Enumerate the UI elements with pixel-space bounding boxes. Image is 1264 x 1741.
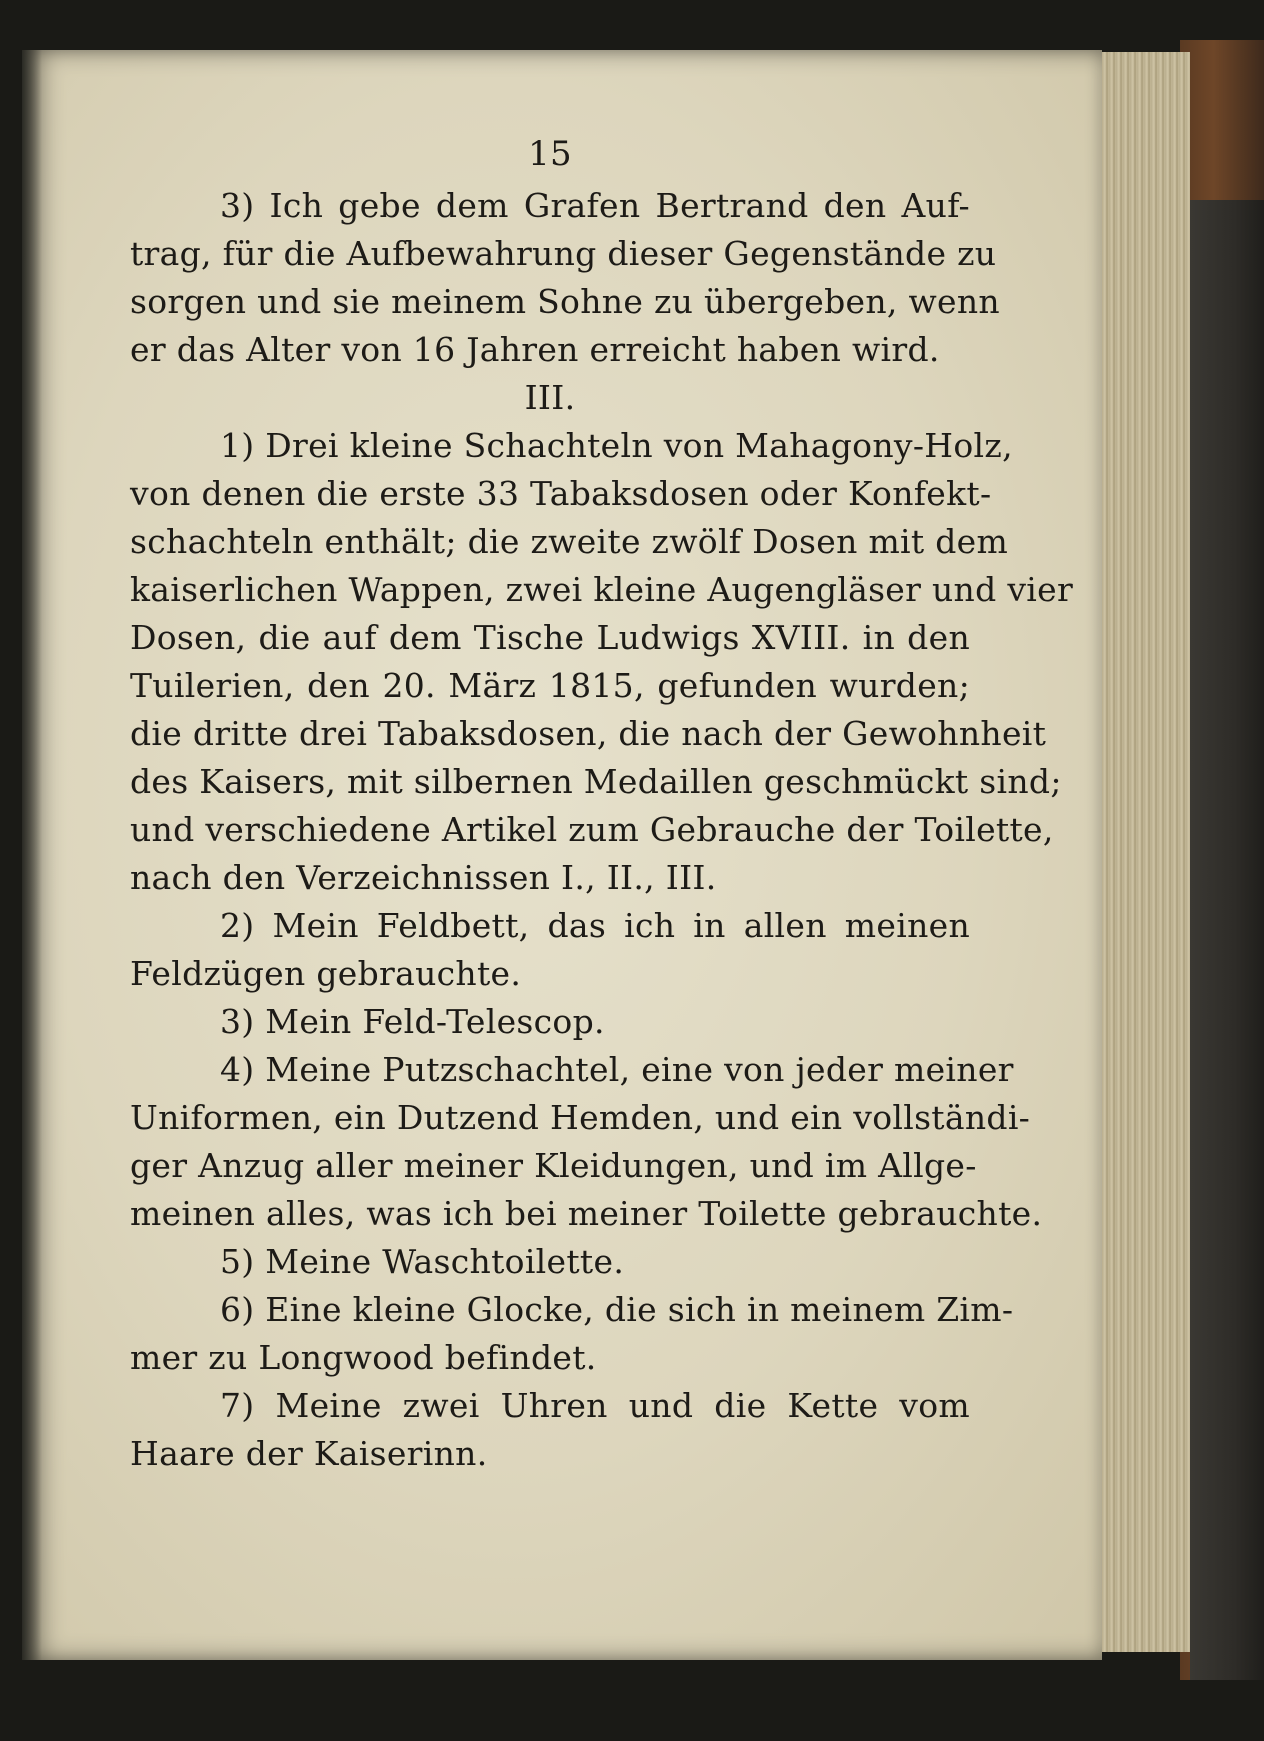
- text-line: nach den Verzeichnissen I., II., III.: [130, 858, 717, 897]
- text-line: Uniformen, ein Dutzend Hemden, und ein vollständi-: [130, 1098, 1031, 1137]
- text-line: Dosen, die auf dem Tische Ludwigs XVIII. in den: [130, 618, 970, 657]
- text-line: 3) Ich gebe dem Grafen Bertrand den Auf-: [220, 186, 970, 225]
- text-line: die dritte drei Tabaksdosen, die nach der Gewohnheit: [130, 714, 1047, 753]
- text-line: kaiserlichen Wappen, zwei kleine Augengläser und vier: [130, 570, 1074, 609]
- page-text: [130, 130, 1074, 1478]
- text-line: trag, für die Aufbewahrung dieser Gegenstände zu: [130, 234, 997, 273]
- text-line: meinen alles, was ich bei meiner Toilette gebrauchte.: [130, 1194, 1043, 1233]
- text-line: 3) Mein Feld-Telescop.: [220, 1002, 605, 1041]
- text-line: 2) Mein Feldbett, das ich in allen meinen: [220, 906, 970, 945]
- text-line: schachteln enthält; die zweite zwölf Dosen mit dem: [130, 522, 1009, 561]
- text-line: 7) Meine zwei Uhren und die Kette vom: [220, 1386, 970, 1425]
- page-gutter: [22, 50, 42, 1660]
- text-line: 1) Drei kleine Schachteln von Mahagony-Holz,: [220, 426, 1013, 465]
- book-cover-board: [1190, 200, 1264, 1680]
- text-line: sorgen und sie meinem Sohne zu übergeben, wenn: [130, 282, 1000, 321]
- text-line: er das Alter von 16 Jahren erreicht haben wird.: [130, 330, 940, 369]
- text-line: 5) Meine Waschtoilette.: [220, 1242, 625, 1281]
- text-line: von denen die erste 33 Tabaksdosen oder Konfekt-: [130, 474, 992, 513]
- text-line: 6) Eine kleine Glocke, die sich in meinem Zim-: [220, 1290, 1014, 1329]
- page-edges: [1095, 52, 1190, 1652]
- text-line: Haare der Kaiserinn.: [130, 1434, 488, 1473]
- text-line: und verschiedene Artikel zum Gebrauche der Toilette,: [130, 810, 1054, 849]
- text-line: Tuilerien, den 20. März 1815, gefunden wurden;: [130, 666, 970, 705]
- section-heading: III.: [524, 378, 576, 417]
- text-line: mer zu Longwood befindet.: [130, 1338, 597, 1377]
- text-line: des Kaisers, mit silbernen Medaillen geschmückt sind;: [130, 762, 1062, 801]
- text-line: Feldzügen gebrauchte.: [130, 954, 522, 993]
- page-number: 15: [528, 134, 572, 174]
- text-line: 4) Meine Putzschachtel, eine von jeder meiner: [220, 1050, 1014, 1089]
- text-line: ger Anzug aller meiner Kleidungen, und im Allge-: [130, 1146, 977, 1185]
